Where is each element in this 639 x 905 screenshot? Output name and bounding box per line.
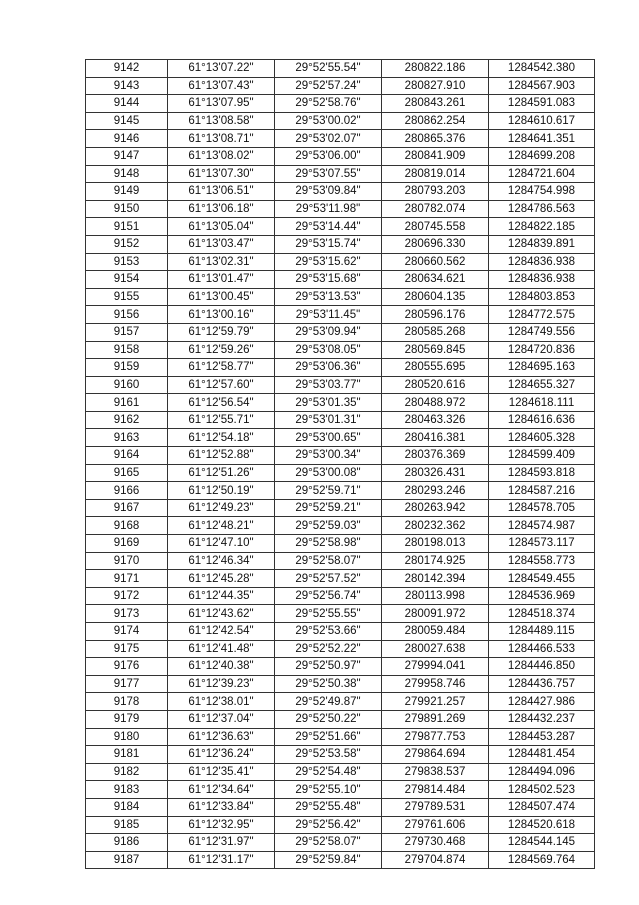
longitude-cell: 61°12'51.26" <box>168 464 275 482</box>
latitude-cell: 29°52'55.54" <box>275 60 382 78</box>
northing-cell: 1284569.764 <box>489 851 595 869</box>
coordinates-table-body <box>86 60 595 869</box>
easting-cell: 280027.638 <box>382 640 489 658</box>
easting-cell: 279761.606 <box>382 816 489 834</box>
table-row <box>86 218 595 236</box>
point-number-cell: 9185 <box>86 816 168 834</box>
easting-cell: 280232.362 <box>382 517 489 535</box>
point-number-cell: 9143 <box>86 77 168 95</box>
longitude-cell: 61°12'32.95" <box>168 816 275 834</box>
table-row <box>86 640 595 658</box>
longitude-cell: 61°13'01.47" <box>168 271 275 289</box>
latitude-cell: 29°52'59.84" <box>275 851 382 869</box>
northing-cell: 1284466.533 <box>489 640 595 658</box>
longitude-cell: 61°13'06.18" <box>168 200 275 218</box>
table-row <box>86 183 595 201</box>
table-row <box>86 130 595 148</box>
longitude-cell: 61°12'40.38" <box>168 658 275 676</box>
northing-cell: 1284489.115 <box>489 623 595 641</box>
point-number-cell: 9154 <box>86 271 168 289</box>
point-number-cell: 9151 <box>86 218 168 236</box>
table-row <box>86 394 595 412</box>
northing-cell: 1284772.575 <box>489 306 595 324</box>
latitude-cell: 29°52'59.03" <box>275 517 382 535</box>
point-number-cell: 9157 <box>86 323 168 341</box>
northing-cell: 1284641.351 <box>489 130 595 148</box>
northing-cell: 1284616.636 <box>489 411 595 429</box>
longitude-cell: 61°12'59.79" <box>168 323 275 341</box>
longitude-cell: 61°12'43.62" <box>168 605 275 623</box>
northing-cell: 1284803.853 <box>489 288 595 306</box>
point-number-cell: 9155 <box>86 288 168 306</box>
table-row <box>86 605 595 623</box>
easting-cell: 280696.330 <box>382 235 489 253</box>
point-number-cell: 9164 <box>86 447 168 465</box>
longitude-cell: 61°12'37.04" <box>168 710 275 728</box>
table-row <box>86 658 595 676</box>
easting-cell: 280827.910 <box>382 77 489 95</box>
northing-cell: 1284536.969 <box>489 587 595 605</box>
northing-cell: 1284481.454 <box>489 746 595 764</box>
table-row <box>86 851 595 869</box>
longitude-cell: 61°12'58.77" <box>168 359 275 377</box>
easting-cell: 280862.254 <box>382 112 489 130</box>
latitude-cell: 29°52'58.76" <box>275 95 382 113</box>
table-row <box>86 60 595 78</box>
latitude-cell: 29°52'59.21" <box>275 499 382 517</box>
longitude-cell: 61°12'35.41" <box>168 763 275 781</box>
table-row <box>86 535 595 553</box>
point-number-cell: 9187 <box>86 851 168 869</box>
point-number-cell: 9174 <box>86 623 168 641</box>
longitude-cell: 61°12'36.24" <box>168 746 275 764</box>
longitude-cell: 61°12'56.54" <box>168 394 275 412</box>
easting-cell: 280059.484 <box>382 623 489 641</box>
table-row <box>86 834 595 852</box>
longitude-cell: 61°13'07.22" <box>168 60 275 78</box>
table-row <box>86 570 595 588</box>
latitude-cell: 29°53'15.74" <box>275 235 382 253</box>
table-row <box>86 200 595 218</box>
table-row <box>86 623 595 641</box>
point-number-cell: 9182 <box>86 763 168 781</box>
latitude-cell: 29°52'57.52" <box>275 570 382 588</box>
longitude-cell: 61°13'00.45" <box>168 288 275 306</box>
point-number-cell: 9145 <box>86 112 168 130</box>
northing-cell: 1284836.938 <box>489 271 595 289</box>
latitude-cell: 29°53'02.07" <box>275 130 382 148</box>
table-row <box>86 376 595 394</box>
point-number-cell: 9160 <box>86 376 168 394</box>
easting-cell: 280555.695 <box>382 359 489 377</box>
northing-cell: 1284699.208 <box>489 147 595 165</box>
latitude-cell: 29°52'55.55" <box>275 605 382 623</box>
northing-cell: 1284655.327 <box>489 376 595 394</box>
easting-cell: 280293.246 <box>382 482 489 500</box>
latitude-cell: 29°53'08.05" <box>275 341 382 359</box>
northing-cell: 1284446.850 <box>489 658 595 676</box>
point-number-cell: 9149 <box>86 183 168 201</box>
longitude-cell: 61°12'44.35" <box>168 587 275 605</box>
easting-cell: 279730.468 <box>382 834 489 852</box>
northing-cell: 1284494.096 <box>489 763 595 781</box>
table-row <box>86 499 595 517</box>
latitude-cell: 29°52'49.87" <box>275 693 382 711</box>
easting-cell: 280782.074 <box>382 200 489 218</box>
easting-cell: 280198.013 <box>382 535 489 553</box>
longitude-cell: 61°12'48.21" <box>168 517 275 535</box>
longitude-cell: 61°12'33.84" <box>168 798 275 816</box>
easting-cell: 279789.531 <box>382 798 489 816</box>
latitude-cell: 29°52'55.10" <box>275 781 382 799</box>
northing-cell: 1284578.705 <box>489 499 595 517</box>
table-row <box>86 464 595 482</box>
easting-cell: 280416.381 <box>382 429 489 447</box>
table-row <box>86 728 595 746</box>
point-number-cell: 9184 <box>86 798 168 816</box>
point-number-cell: 9169 <box>86 535 168 553</box>
point-number-cell: 9161 <box>86 394 168 412</box>
latitude-cell: 29°52'56.74" <box>275 587 382 605</box>
northing-cell: 1284587.216 <box>489 482 595 500</box>
table-row <box>86 359 595 377</box>
longitude-cell: 61°12'42.54" <box>168 623 275 641</box>
table-row <box>86 235 595 253</box>
table-row <box>86 165 595 183</box>
latitude-cell: 29°53'01.35" <box>275 394 382 412</box>
easting-cell: 280793.203 <box>382 183 489 201</box>
easting-cell: 280520.616 <box>382 376 489 394</box>
northing-cell: 1284436.757 <box>489 675 595 693</box>
table-row <box>86 147 595 165</box>
latitude-cell: 29°52'55.48" <box>275 798 382 816</box>
northing-cell: 1284432.237 <box>489 710 595 728</box>
table-row <box>86 763 595 781</box>
latitude-cell: 29°53'06.00" <box>275 147 382 165</box>
longitude-cell: 61°12'46.34" <box>168 552 275 570</box>
northing-cell: 1284749.556 <box>489 323 595 341</box>
latitude-cell: 29°52'54.48" <box>275 763 382 781</box>
latitude-cell: 29°52'59.71" <box>275 482 382 500</box>
northing-cell: 1284754.998 <box>489 183 595 201</box>
point-number-cell: 9153 <box>86 253 168 271</box>
point-number-cell: 9146 <box>86 130 168 148</box>
northing-cell: 1284520.618 <box>489 816 595 834</box>
table-row <box>86 746 595 764</box>
table-row <box>86 675 595 693</box>
point-number-cell: 9177 <box>86 675 168 693</box>
point-number-cell: 9172 <box>86 587 168 605</box>
latitude-cell: 29°53'13.53" <box>275 288 382 306</box>
table-row <box>86 95 595 113</box>
longitude-cell: 61°13'08.02" <box>168 147 275 165</box>
point-number-cell: 9168 <box>86 517 168 535</box>
point-number-cell: 9183 <box>86 781 168 799</box>
latitude-cell: 29°53'00.65" <box>275 429 382 447</box>
northing-cell: 1284574.987 <box>489 517 595 535</box>
northing-cell: 1284453.287 <box>489 728 595 746</box>
easting-cell: 280091.972 <box>382 605 489 623</box>
latitude-cell: 29°52'58.07" <box>275 834 382 852</box>
longitude-cell: 61°12'54.18" <box>168 429 275 447</box>
northing-cell: 1284502.523 <box>489 781 595 799</box>
northing-cell: 1284605.328 <box>489 429 595 447</box>
latitude-cell: 29°53'06.36" <box>275 359 382 377</box>
northing-cell: 1284610.617 <box>489 112 595 130</box>
latitude-cell: 29°53'00.02" <box>275 112 382 130</box>
easting-cell: 279814.484 <box>382 781 489 799</box>
point-number-cell: 9163 <box>86 429 168 447</box>
northing-cell: 1284822.185 <box>489 218 595 236</box>
table-row <box>86 77 595 95</box>
easting-cell: 280634.621 <box>382 271 489 289</box>
table-row <box>86 288 595 306</box>
easting-cell: 280488.972 <box>382 394 489 412</box>
point-number-cell: 9142 <box>86 60 168 78</box>
table-row <box>86 798 595 816</box>
easting-cell: 279877.753 <box>382 728 489 746</box>
coordinates-table <box>85 59 595 869</box>
table-row <box>86 552 595 570</box>
easting-cell: 280263.942 <box>382 499 489 517</box>
easting-cell: 279838.537 <box>382 763 489 781</box>
point-number-cell: 9165 <box>86 464 168 482</box>
longitude-cell: 61°13'07.43" <box>168 77 275 95</box>
latitude-cell: 29°53'11.98" <box>275 200 382 218</box>
table-row <box>86 587 595 605</box>
table-row <box>86 693 595 711</box>
easting-cell: 280865.376 <box>382 130 489 148</box>
northing-cell: 1284558.773 <box>489 552 595 570</box>
longitude-cell: 61°13'00.16" <box>168 306 275 324</box>
northing-cell: 1284839.891 <box>489 235 595 253</box>
latitude-cell: 29°52'51.66" <box>275 728 382 746</box>
longitude-cell: 61°13'07.30" <box>168 165 275 183</box>
point-number-cell: 9162 <box>86 411 168 429</box>
latitude-cell: 29°52'50.97" <box>275 658 382 676</box>
northing-cell: 1284544.145 <box>489 834 595 852</box>
longitude-cell: 61°13'06.51" <box>168 183 275 201</box>
point-number-cell: 9171 <box>86 570 168 588</box>
northing-cell: 1284786.563 <box>489 200 595 218</box>
point-number-cell: 9152 <box>86 235 168 253</box>
longitude-cell: 61°12'31.17" <box>168 851 275 869</box>
easting-cell: 279994.041 <box>382 658 489 676</box>
easting-cell: 280604.135 <box>382 288 489 306</box>
latitude-cell: 29°53'09.84" <box>275 183 382 201</box>
point-number-cell: 9179 <box>86 710 168 728</box>
point-number-cell: 9148 <box>86 165 168 183</box>
latitude-cell: 29°53'15.68" <box>275 271 382 289</box>
northing-cell: 1284591.083 <box>489 95 595 113</box>
point-number-cell: 9173 <box>86 605 168 623</box>
northing-cell: 1284599.409 <box>489 447 595 465</box>
latitude-cell: 29°52'50.22" <box>275 710 382 728</box>
easting-cell: 280843.261 <box>382 95 489 113</box>
point-number-cell: 9178 <box>86 693 168 711</box>
longitude-cell: 61°12'41.48" <box>168 640 275 658</box>
longitude-cell: 61°12'59.26" <box>168 341 275 359</box>
northing-cell: 1284618.111 <box>489 394 595 412</box>
longitude-cell: 61°12'31.97" <box>168 834 275 852</box>
northing-cell: 1284542.380 <box>489 60 595 78</box>
easting-cell: 279958.746 <box>382 675 489 693</box>
longitude-cell: 61°13'05.04" <box>168 218 275 236</box>
latitude-cell: 29°52'53.58" <box>275 746 382 764</box>
easting-cell: 280142.394 <box>382 570 489 588</box>
latitude-cell: 29°52'56.42" <box>275 816 382 834</box>
easting-cell: 280585.268 <box>382 323 489 341</box>
point-number-cell: 9150 <box>86 200 168 218</box>
northing-cell: 1284549.455 <box>489 570 595 588</box>
point-number-cell: 9186 <box>86 834 168 852</box>
easting-cell: 280841.909 <box>382 147 489 165</box>
northing-cell: 1284573.117 <box>489 535 595 553</box>
easting-cell: 280463.326 <box>382 411 489 429</box>
latitude-cell: 29°53'03.77" <box>275 376 382 394</box>
table-row <box>86 429 595 447</box>
northing-cell: 1284721.604 <box>489 165 595 183</box>
longitude-cell: 61°13'07.95" <box>168 95 275 113</box>
easting-cell: 279864.694 <box>382 746 489 764</box>
longitude-cell: 61°13'08.58" <box>168 112 275 130</box>
easting-cell: 280822.186 <box>382 60 489 78</box>
longitude-cell: 61°12'50.19" <box>168 482 275 500</box>
northing-cell: 1284518.374 <box>489 605 595 623</box>
longitude-cell: 61°12'38.01" <box>168 693 275 711</box>
longitude-cell: 61°12'45.28" <box>168 570 275 588</box>
latitude-cell: 29°52'50.38" <box>275 675 382 693</box>
table-row <box>86 710 595 728</box>
table-row <box>86 517 595 535</box>
table-row <box>86 323 595 341</box>
point-number-cell: 9166 <box>86 482 168 500</box>
longitude-cell: 61°12'52.88" <box>168 447 275 465</box>
longitude-cell: 61°12'34.64" <box>168 781 275 799</box>
point-number-cell: 9156 <box>86 306 168 324</box>
point-number-cell: 9176 <box>86 658 168 676</box>
table-row <box>86 306 595 324</box>
northing-cell: 1284836.938 <box>489 253 595 271</box>
longitude-cell: 61°12'47.10" <box>168 535 275 553</box>
latitude-cell: 29°53'15.62" <box>275 253 382 271</box>
easting-cell: 279891.269 <box>382 710 489 728</box>
latitude-cell: 29°52'58.07" <box>275 552 382 570</box>
longitude-cell: 61°13'08.71" <box>168 130 275 148</box>
easting-cell: 280174.925 <box>382 552 489 570</box>
table-row <box>86 341 595 359</box>
longitude-cell: 61°12'36.63" <box>168 728 275 746</box>
easting-cell: 280326.431 <box>382 464 489 482</box>
latitude-cell: 29°53'14.44" <box>275 218 382 236</box>
easting-cell: 280819.014 <box>382 165 489 183</box>
easting-cell: 279921.257 <box>382 693 489 711</box>
northing-cell: 1284427.986 <box>489 693 595 711</box>
longitude-cell: 61°13'03.47" <box>168 235 275 253</box>
latitude-cell: 29°52'52.22" <box>275 640 382 658</box>
latitude-cell: 29°53'11.45" <box>275 306 382 324</box>
table-row <box>86 271 595 289</box>
latitude-cell: 29°53'07.55" <box>275 165 382 183</box>
point-number-cell: 9170 <box>86 552 168 570</box>
easting-cell: 280113.998 <box>382 587 489 605</box>
northing-cell: 1284507.474 <box>489 798 595 816</box>
easting-cell: 280745.558 <box>382 218 489 236</box>
easting-cell: 280660.562 <box>382 253 489 271</box>
table-row <box>86 447 595 465</box>
point-number-cell: 9144 <box>86 95 168 113</box>
table-row <box>86 253 595 271</box>
longitude-cell: 61°12'39.23" <box>168 675 275 693</box>
latitude-cell: 29°52'53.66" <box>275 623 382 641</box>
northing-cell: 1284695.163 <box>489 359 595 377</box>
table-row <box>86 112 595 130</box>
table-row <box>86 411 595 429</box>
latitude-cell: 29°53'09.94" <box>275 323 382 341</box>
longitude-cell: 61°12'49.23" <box>168 499 275 517</box>
point-number-cell: 9181 <box>86 746 168 764</box>
point-number-cell: 9158 <box>86 341 168 359</box>
northing-cell: 1284567.903 <box>489 77 595 95</box>
table-row <box>86 482 595 500</box>
easting-cell: 280569.845 <box>382 341 489 359</box>
point-number-cell: 9180 <box>86 728 168 746</box>
point-number-cell: 9175 <box>86 640 168 658</box>
latitude-cell: 29°53'01.31" <box>275 411 382 429</box>
easting-cell: 279704.874 <box>382 851 489 869</box>
northing-cell: 1284593.818 <box>489 464 595 482</box>
easting-cell: 280376.369 <box>382 447 489 465</box>
point-number-cell: 9159 <box>86 359 168 377</box>
longitude-cell: 61°12'55.71" <box>168 411 275 429</box>
northing-cell: 1284720.836 <box>489 341 595 359</box>
point-number-cell: 9147 <box>86 147 168 165</box>
latitude-cell: 29°53'00.34" <box>275 447 382 465</box>
latitude-cell: 29°52'57.24" <box>275 77 382 95</box>
easting-cell: 280596.176 <box>382 306 489 324</box>
table-row <box>86 781 595 799</box>
latitude-cell: 29°53'00.08" <box>275 464 382 482</box>
longitude-cell: 61°12'57.60" <box>168 376 275 394</box>
table-row <box>86 816 595 834</box>
longitude-cell: 61°13'02.31" <box>168 253 275 271</box>
latitude-cell: 29°52'58.98" <box>275 535 382 553</box>
point-number-cell: 9167 <box>86 499 168 517</box>
